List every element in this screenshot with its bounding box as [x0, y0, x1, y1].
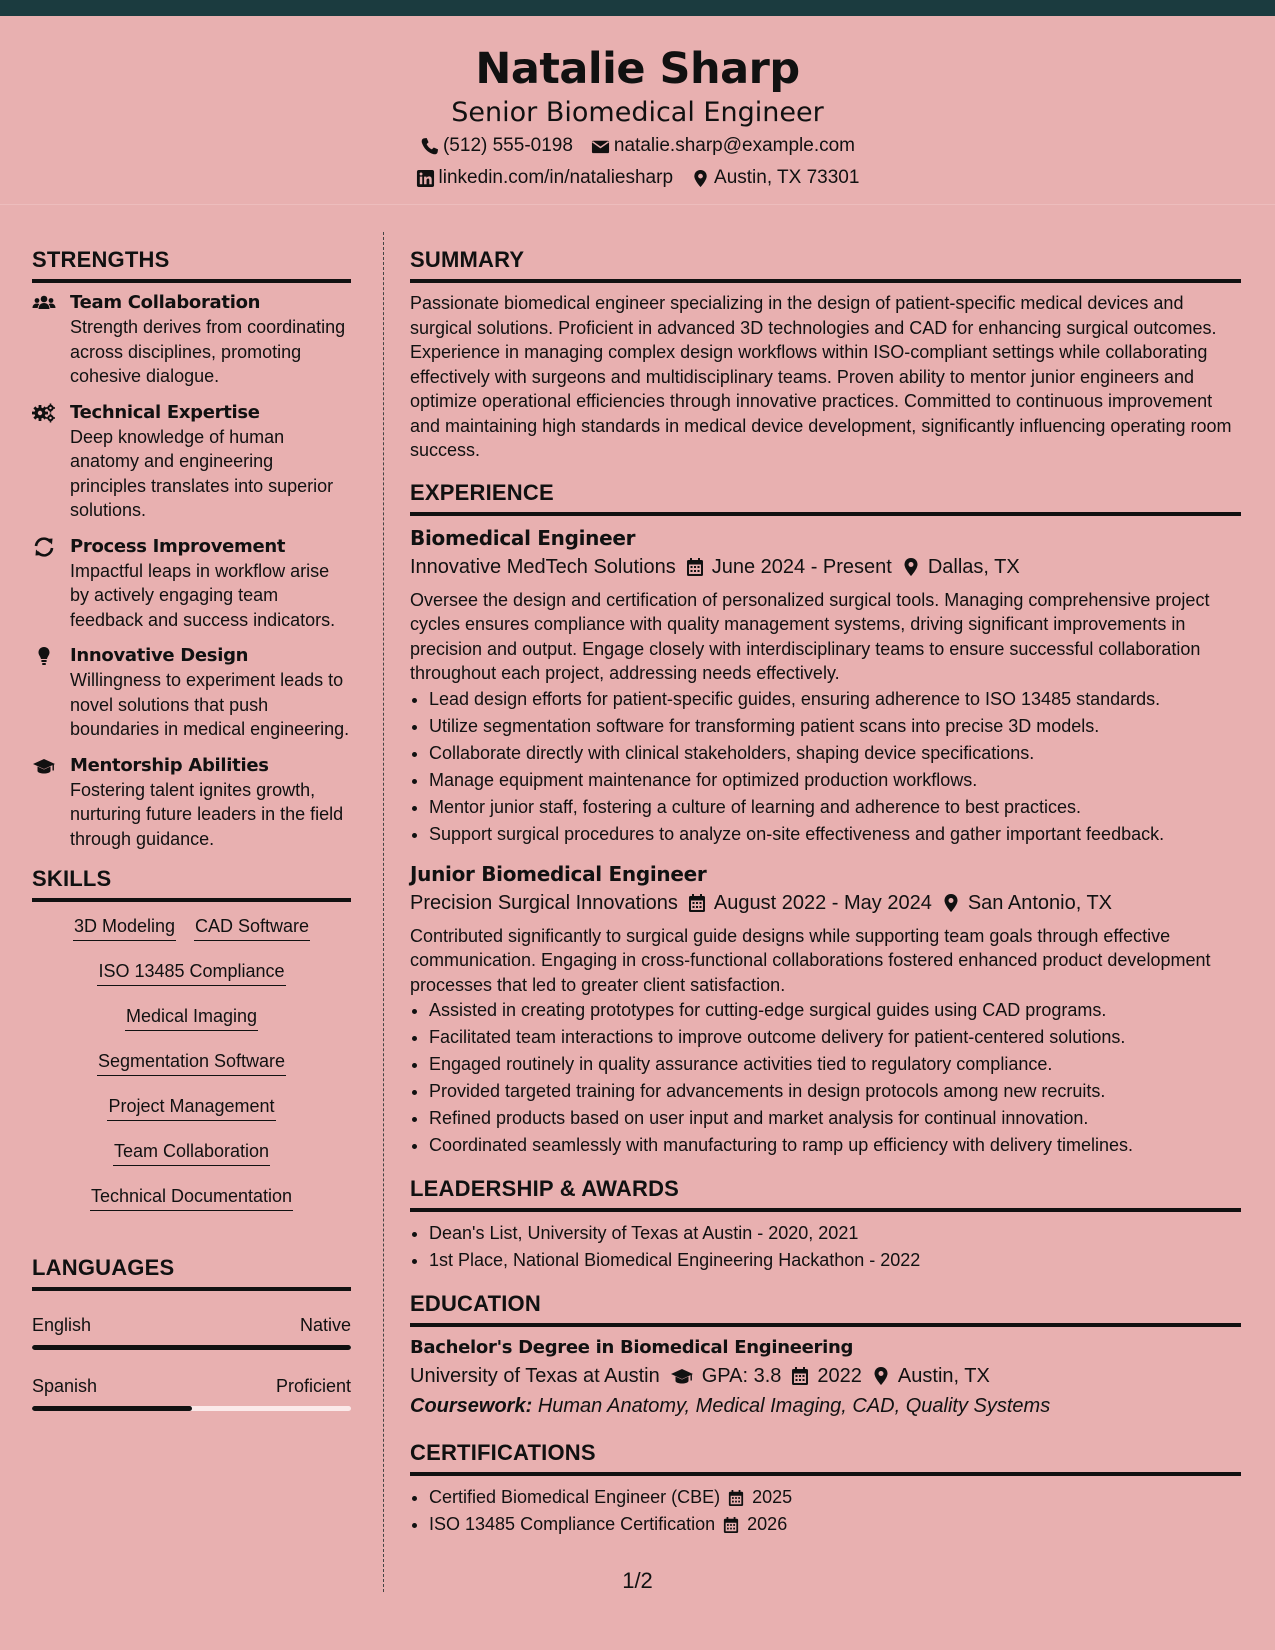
language-level: Native — [299, 1315, 351, 1335]
top-accent-bar — [0, 0, 1275, 16]
education-gpa: GPA: 3.8 — [701, 1365, 782, 1387]
education-year: 2022 — [817, 1365, 862, 1387]
linkedin-text: linkedin.com/in/nataliesharp — [438, 167, 674, 188]
list-item: • Provided targeted training for advancements in design protocols among new recruits. — [429, 1078, 1241, 1105]
skill-tag: Team Collaboration — [113, 1139, 270, 1166]
awards-heading: LEADERSHIP & AWARDS — [410, 1175, 1241, 1212]
coursework-label: Coursework: — [410, 1395, 533, 1417]
strength-description: Strength derives from coordinating across disciplines, promoting cohesive dialogue. — [70, 317, 346, 386]
phone-icon — [420, 137, 439, 156]
page-number: 1/2 — [622, 1568, 653, 1593]
language-proficiency-fill — [32, 1406, 192, 1411]
phone-contact — [420, 130, 573, 162]
education-degree: Bachelor's Degree in Biomedical Engineering — [410, 1337, 854, 1358]
strength-description: Impactful leaps in workflow arise by actively engaging team feedback and success indicators. — [70, 560, 336, 630]
strength-item — [32, 644, 351, 742]
linkedin-contact[interactable] — [416, 162, 673, 194]
list-item: • Facilitated team interactions to improve outcome delivery for patient-centered solutions. — [429, 1024, 1241, 1051]
cogs-icon — [32, 403, 56, 423]
skill-tag: ISO 13485 Compliance — [97, 959, 285, 986]
job-location: San Antonio, TX — [967, 891, 1113, 914]
job-bullets — [410, 686, 1241, 848]
right-column — [410, 246, 1241, 1538]
language-item — [32, 1313, 351, 1350]
list-item: • Refined products based on user input and market analysis for continual innovation. — [429, 1105, 1241, 1132]
list-item: • 1st Place, National Biomedical Engineering Hackathon - 2022 — [429, 1247, 1241, 1274]
skills-section — [32, 865, 351, 1229]
location-text: Austin, TX 73301 — [714, 167, 860, 188]
strength-title: Technical Expertise — [70, 401, 260, 423]
certification-year: 2026 — [747, 1514, 788, 1534]
sync-icon — [32, 537, 56, 557]
job-description: Oversee the design and certification of personalized surgical tools. Managing comprehensive project cycles ensures compliance with quality management systems, driving significant improvements in precision and output. Engage closely with interdisciplinary teams to ensure successful collaboration throughout each project, addressing needs effectively. — [410, 589, 1210, 683]
language-proficiency-fill — [32, 1345, 351, 1350]
calendar-icon — [791, 1366, 809, 1386]
summary-section — [410, 246, 1241, 463]
certification-year: 2025 — [752, 1487, 793, 1507]
job-entry — [410, 860, 1241, 1160]
graduation-cap-icon — [32, 756, 56, 776]
certification-name: • Certified Biomedical Engineer (CBE) — [429, 1487, 721, 1507]
envelope-icon — [591, 137, 610, 156]
list-item: • Lead design efforts for patient-specific guides, ensuring adherence to ISO 13485 standards. — [429, 686, 1241, 713]
summary-heading: SUMMARY — [410, 246, 1241, 283]
coursework-text: Human Anatomy, Medical Imaging, CAD, Quality Systems — [537, 1395, 1051, 1417]
strength-description: Deep knowledge of human anatomy and engineering principles translates into superior solutions. — [70, 426, 334, 520]
skill-tag: Project Management — [107, 1094, 275, 1121]
language-name: Spanish — [32, 1376, 98, 1396]
skill-tag: 3D Modeling — [73, 914, 176, 941]
job-dates: August 2022 - May 2024 — [713, 891, 932, 914]
certification-name: • ISO 13485 Compliance Certification — [429, 1514, 716, 1534]
lightbulb-icon — [32, 646, 56, 666]
job-dates: June 2024 - Present — [711, 555, 892, 578]
resume-header — [0, 16, 1275, 205]
job-company: Innovative MedTech Solutions — [410, 555, 676, 578]
skill-tag: Segmentation Software — [97, 1049, 286, 1076]
strength-description: Willingness to experiment leads to novel solutions that push boundaries in medical engineering. — [70, 670, 350, 739]
list-item: • Support surgical procedures to analyze on-site effectiveness and gather important feedback. — [429, 821, 1241, 848]
list-item: • Manage equipment maintenance for optimized production workflows. — [429, 767, 1241, 794]
certifications-section — [410, 1439, 1241, 1538]
linkedin-icon — [416, 169, 435, 188]
map-marker-icon — [902, 557, 920, 577]
column-divider — [383, 232, 384, 1592]
graduation-cap-icon — [670, 1366, 694, 1386]
education-school: University of Texas at Austin — [410, 1365, 660, 1387]
location-contact — [691, 162, 859, 194]
strengths-heading: STRENGTHS — [32, 246, 351, 283]
job-bullets — [410, 997, 1241, 1159]
job-meta — [410, 888, 1241, 918]
language-name: English — [32, 1315, 92, 1335]
strengths-section — [32, 246, 351, 851]
language-item — [32, 1374, 351, 1411]
list-item: • Collaborate directly with clinical stakeholders, shaping device specifications. — [429, 740, 1241, 767]
strength-description: Fostering talent ignites growth, nurturing future leaders in the field through guidance. — [70, 779, 344, 849]
certifications-heading: CERTIFICATIONS — [410, 1439, 1241, 1476]
email-contact[interactable] — [591, 130, 855, 162]
awards-list — [410, 1220, 1241, 1274]
job-entry — [410, 524, 1241, 848]
users-icon — [32, 293, 56, 313]
awards-section — [410, 1175, 1241, 1274]
list-item: • Utilize segmentation software for transforming patient scans into precise 3D models. — [429, 713, 1241, 740]
strength-item — [32, 535, 351, 633]
strength-title: Mentorship Abilities — [70, 754, 269, 776]
job-title: Junior Biomedical Engineer — [410, 861, 707, 886]
list-item: • Coordinated seamlessly with manufacturing to ramp up efficiency with delivery timelines. — [429, 1132, 1241, 1159]
strength-item — [32, 754, 351, 852]
language-level: Proficient — [275, 1376, 351, 1396]
candidate-title: Senior Biomedical Engineer — [451, 97, 824, 128]
contact-row-1 — [0, 130, 1275, 162]
strength-title: Innovative Design — [70, 645, 249, 666]
language-proficiency-bar — [32, 1345, 351, 1350]
calendar-icon — [723, 1516, 739, 1534]
contact-row-2 — [0, 162, 1275, 194]
skills-heading: SKILLS — [32, 865, 351, 902]
list-item — [429, 1484, 1241, 1511]
calendar-icon — [686, 557, 704, 577]
map-marker-icon — [942, 893, 960, 913]
education-meta — [410, 1361, 1241, 1391]
email-text: natalie.sharp@example.com — [613, 135, 855, 156]
skill-tag: Medical Imaging — [125, 1004, 258, 1031]
education-section — [410, 1290, 1241, 1421]
skills-list — [32, 910, 351, 1229]
job-description: Contributed significantly to surgical guide designs while supporting team goals through effective communication. Engaging in cross-functional collaborations fostered enhanced product development processes that led to greater client satisfaction. — [410, 925, 1211, 995]
strength-item — [32, 401, 351, 523]
phone-text: (512) 555-0198 — [442, 135, 573, 156]
job-title: Biomedical Engineer — [410, 525, 636, 550]
education-coursework — [410, 1391, 1241, 1421]
skill-tag: Technical Documentation — [90, 1184, 293, 1211]
certifications-list — [410, 1484, 1241, 1538]
calendar-icon — [728, 1489, 744, 1507]
job-location: Dallas, TX — [927, 555, 1020, 578]
strength-title: Team Collaboration — [70, 292, 261, 313]
skill-tag: CAD Software — [194, 914, 310, 941]
strength-title: Process Improvement — [70, 535, 286, 557]
job-meta — [410, 552, 1241, 582]
left-column — [32, 246, 351, 1411]
list-item: • Assisted in creating prototypes for cutting-edge surgical guides using CAD programs. — [429, 997, 1241, 1024]
language-proficiency-bar — [32, 1406, 351, 1411]
candidate-name: Natalie Sharp — [475, 44, 800, 94]
list-item: • Dean's List, University of Texas at Austin - 2020, 2021 — [429, 1220, 1241, 1247]
experience-heading: EXPERIENCE — [410, 479, 1241, 516]
languages-heading: LANGUAGES — [32, 1254, 351, 1291]
job-company: Precision Surgical Innovations — [410, 891, 678, 914]
map-marker-icon — [691, 169, 710, 188]
education-heading: EDUCATION — [410, 1290, 1241, 1327]
list-item: • Mentor junior staff, fostering a culture of learning and adherence to best practices. — [429, 794, 1241, 821]
list-item: • Engaged routinely in quality assurance activities tied to regulatory compliance. — [429, 1051, 1241, 1078]
list-item — [429, 1511, 1241, 1538]
strength-item — [32, 291, 351, 389]
languages-section — [32, 1254, 351, 1411]
education-location: Austin, TX — [897, 1365, 990, 1387]
calendar-icon — [688, 893, 706, 913]
summary-text: Passionate biomedical engineer specializing in the design of patient-specific medical devices and surgical solutions. Proficient in advanced 3D technologies and CAD for enhancing surgical outcomes. Experience in managing complex design workflows within ISO-compliant settings while collaborating effectively with surgeons and multidisciplinary teams. Proven ability to mentor junior engineers and optimize operational efficiencies through innovative practices. Committed to continuous improvement and maintaining high standards in medical device development, significantly influencing operating room success. — [410, 293, 1232, 460]
map-marker-icon — [872, 1366, 890, 1386]
experience-section — [410, 479, 1241, 1160]
